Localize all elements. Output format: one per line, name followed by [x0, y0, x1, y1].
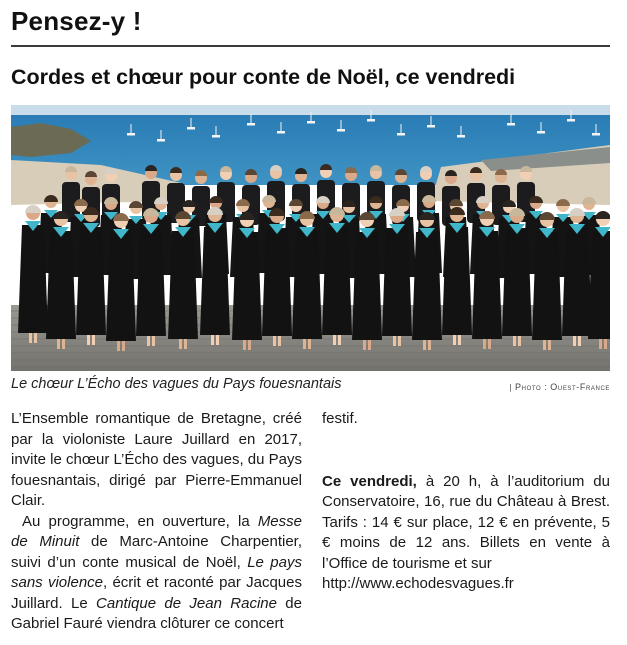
- sailboat-hull: [187, 127, 195, 130]
- photo-credit-label: Photo :: [515, 382, 548, 392]
- leg: [87, 335, 90, 345]
- choir-singer-front: [382, 208, 412, 346]
- article-column-2: [322, 409, 610, 595]
- leg: [308, 339, 311, 349]
- leg: [29, 333, 32, 343]
- hair: [595, 211, 610, 219]
- choir-singer-front: [106, 213, 136, 351]
- dress: [562, 228, 592, 336]
- leg: [513, 336, 516, 346]
- practical-lead: Ce vendredi,: [322, 472, 417, 490]
- sailboat-hull: [507, 123, 515, 126]
- dress: [352, 232, 382, 340]
- leg: [573, 336, 576, 346]
- dress: [442, 227, 472, 335]
- leg: [368, 340, 371, 350]
- paragraph-practical: [322, 472, 610, 595]
- choir-singer-front: [322, 207, 352, 345]
- dress: [472, 231, 502, 339]
- leg: [184, 339, 187, 349]
- sailboat-hull: [592, 133, 600, 136]
- dress: [18, 225, 48, 333]
- section-kicker: Pensez-y !: [11, 6, 142, 36]
- website-link[interactable]: http://www.echodesvagues.fr: [322, 575, 514, 592]
- leg: [243, 340, 246, 350]
- choir-singer-front: [442, 207, 472, 345]
- choir-singer-front: [352, 212, 382, 350]
- paragraph-programme: [11, 512, 302, 635]
- leg: [278, 336, 281, 346]
- sailboat-hull: [127, 133, 135, 136]
- choir-singer-front: [412, 212, 442, 350]
- dress: [382, 228, 412, 336]
- dress: [46, 231, 76, 339]
- choir-singer-front: [46, 211, 76, 349]
- dress: [532, 232, 562, 340]
- sailboat-hull: [567, 119, 575, 122]
- work-title-cantique: Cantique de Jean Racine: [96, 594, 277, 612]
- sailboat-hull: [537, 131, 545, 134]
- choir-singer-front: [562, 208, 592, 346]
- sailboat-hull: [157, 139, 165, 142]
- choir-singer-front: [532, 212, 562, 350]
- leg: [92, 335, 95, 345]
- leg: [122, 341, 125, 351]
- hair: [569, 208, 585, 216]
- leg: [248, 340, 251, 350]
- programme-text-continued: festif.: [322, 410, 358, 427]
- programme-continuation: [322, 409, 610, 430]
- dress: [200, 227, 230, 335]
- choir-photo-illustration: [11, 105, 610, 371]
- article-headline: Cordes et chœur pour conte de Noël, ce vendredi: [11, 65, 516, 89]
- hair: [539, 212, 555, 220]
- programme-text-d: de Gabriel Fauré viendra clôturer ce concert: [11, 594, 302, 632]
- leg: [393, 336, 396, 346]
- leg: [363, 340, 366, 350]
- kicker-divider: [11, 45, 610, 47]
- leg: [543, 340, 546, 350]
- choir-singer-front: [502, 208, 532, 346]
- leg: [423, 340, 426, 350]
- sailboat-hull: [307, 121, 315, 124]
- leg: [458, 335, 461, 345]
- leg: [338, 335, 341, 345]
- sailboat-hull: [277, 131, 285, 134]
- dress: [412, 232, 442, 340]
- leg: [57, 339, 60, 349]
- dress: [106, 233, 136, 341]
- choir-singer-front: [76, 207, 106, 345]
- leg: [211, 335, 214, 345]
- choir-singer-front: [168, 211, 198, 349]
- article-column-1: [11, 409, 302, 635]
- choir-singer-front: [232, 212, 262, 350]
- sailboat-hull: [457, 135, 465, 138]
- dress: [168, 231, 198, 339]
- sailboat-hull: [427, 125, 435, 128]
- photo-credit: | Photo : Ouest-France: [509, 382, 610, 392]
- dress: [292, 231, 322, 339]
- choir-singer-front: [472, 211, 502, 349]
- photo-caption: Le chœur L’Écho des vagues du Pays fouesnantais: [11, 376, 342, 392]
- dress: [322, 227, 352, 335]
- work-title-conte: Le pays sans violence: [11, 553, 302, 591]
- leg: [216, 335, 219, 345]
- leg: [333, 335, 336, 345]
- sailboat-hull: [397, 133, 405, 136]
- sailboat-hull: [247, 123, 255, 126]
- leg: [488, 339, 491, 349]
- leg: [117, 341, 120, 351]
- leg: [303, 339, 306, 349]
- leg: [273, 336, 276, 346]
- leg: [483, 339, 486, 349]
- sailboat-hull: [367, 119, 375, 122]
- leg: [599, 339, 602, 349]
- leg: [604, 339, 607, 349]
- choir-photo: [11, 105, 610, 371]
- leg: [398, 336, 401, 346]
- leg: [518, 336, 521, 346]
- choir-singer-front: [18, 205, 48, 343]
- programme-text-c: , écrit et raconté par Jacques Juillard. Le: [11, 574, 302, 612]
- leg: [428, 340, 431, 350]
- sailboat-hull: [212, 135, 220, 138]
- photo-credit-source: Ouest-France: [550, 382, 610, 392]
- paragraph-intro: L’Ensemble romantique de Bretagne, créé par la violoniste Laure Juillard en 2017, invite le chœur L’Écho des vagues, du Pays fouesnantais, dirigé par Pierre-Emmanuel Clair.: [11, 410, 302, 509]
- programme-text-a: Au programme, en ouverture, la: [22, 512, 258, 530]
- choir-singer-front: [136, 208, 166, 346]
- programme-text-b: de Marc-Antoine Charpentier, suivi d’un conte musical de Noël,: [11, 533, 302, 571]
- leg: [179, 339, 182, 349]
- leg: [548, 340, 551, 350]
- dress: [502, 228, 532, 336]
- leg: [578, 336, 581, 346]
- dress: [232, 232, 262, 340]
- choir-singer-front: [200, 207, 230, 345]
- leg: [453, 335, 456, 345]
- choir-singer-front: [292, 211, 322, 349]
- dress: [136, 228, 166, 336]
- leg: [34, 333, 37, 343]
- leg: [62, 339, 65, 349]
- choir-members: [18, 164, 610, 351]
- work-title-messe: Messe de Minuit: [11, 512, 302, 550]
- hair: [25, 205, 41, 213]
- leg: [152, 336, 155, 346]
- hair: [129, 201, 143, 208]
- practical-text: à 20 h, à l’auditorium du Conservatoire, 16, rue du Château à Brest. Tarifs : 14 € sur place, 12 € en prévente, 5 € moins de 12 ans. Billets en vente à l’Office de tourisme et sur: [322, 472, 610, 572]
- dress: [76, 227, 106, 335]
- choir-singer-front: [262, 208, 292, 346]
- leg: [147, 336, 150, 346]
- sailboat-hull: [337, 129, 345, 132]
- dress: [262, 228, 292, 336]
